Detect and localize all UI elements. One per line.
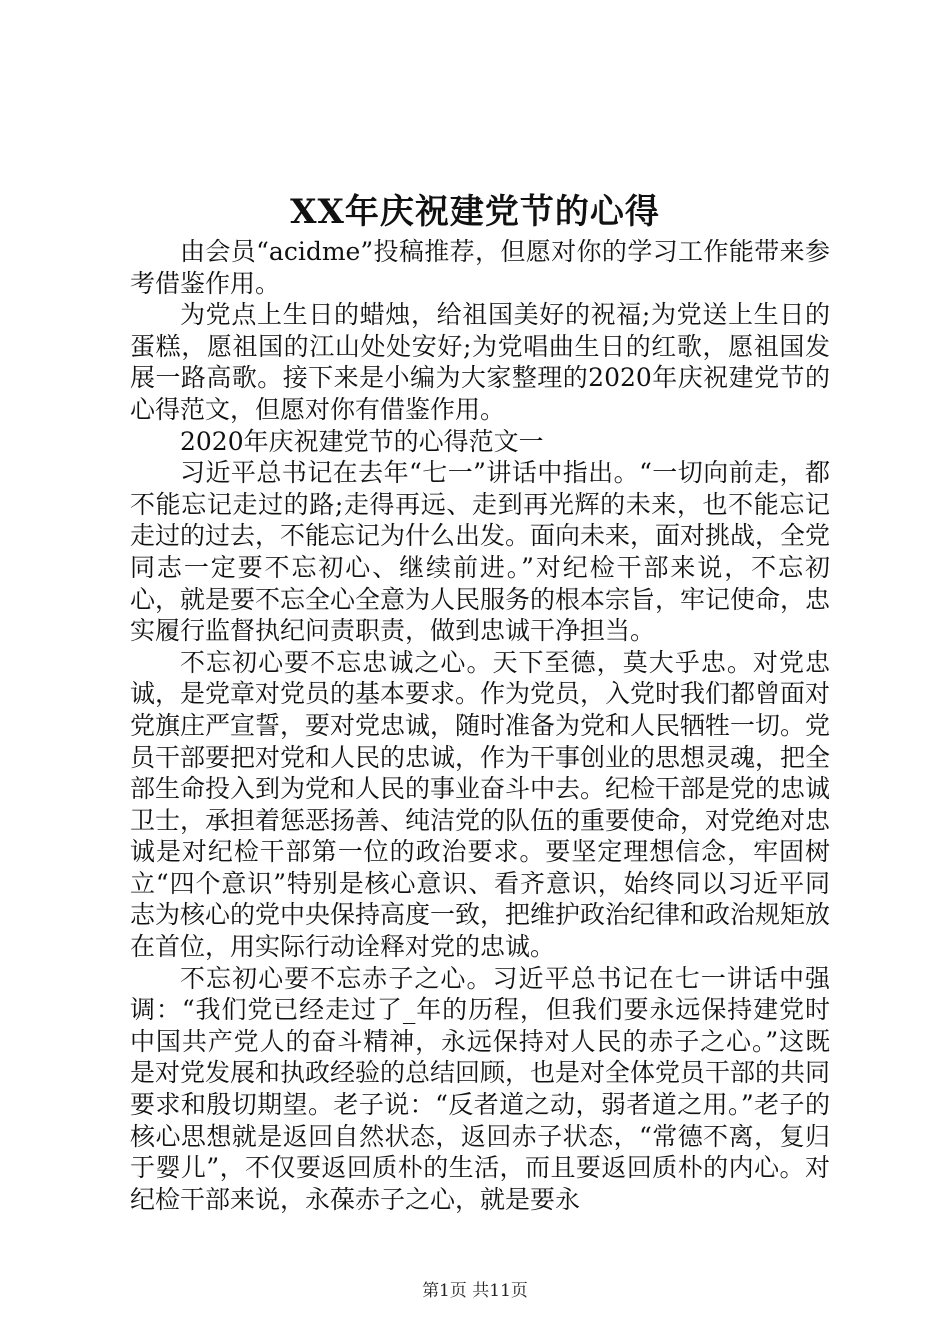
section-heading: 2020年庆祝建党节的心得范文一 <box>180 426 544 456</box>
document-title: XX年庆祝建党节的心得 <box>290 192 660 232</box>
paragraph-body-1: 习近平总书记在去年“七一”讲话中指出。“一切向前走，都不能忘记走过的路;走得再远、走到再光辉的未来，也不能忘记走过的过去，不能忘记为什么出发。面向未来，面对挑战，全党同志一定要不忘初心、继续前进。”对纪检干部来说，不忘初心，就是要不忘全心全意为人民服务的根本宗旨，牢记使命，忠实履行监督执纪问责职责，做到忠诚干净担当。 <box>130 458 831 646</box>
page-number-footer: 第1页 共11页 <box>422 1281 528 1301</box>
document-body <box>130 236 830 1215</box>
paragraph-body-2: 不忘初心要不忘忠诚之心。天下至德，莫大乎忠。对党忠诚，是党章对党员的基本要求。作为党员，入党时我们都曾面对党旗庄严宣誓，要对党忠诚，随时准备为党和人民牺牲一切。党员干部要把对党和人民的忠诚，作为干事创业的思想灵魂，把全部生命投入到为党和人民的事业奋斗中去。纪检干部是党的忠诚卫士，承担着惩恶扬善、纯洁党的队伍的重要使命，对党绝对忠诚是对纪检干部第一位的政治要求。要坚定理想信念，牢固树立“四个意识”特别是核心意识、看齐意识，始终同以习近平同志为核心的党中央保持高度一致，把维护政治纪律和政治规矩放在首位，用实际行动诠释对党的忠诚。 <box>130 647 831 962</box>
paragraph-intro: 由会员“acidme”投稿推荐，但愿对你的学习工作能带来参考借鉴作用。 <box>130 237 830 298</box>
paragraph-body-3: 不忘初心要不忘赤子之心。习近平总书记在七一讲话中强调：“我们党已经走过了_年的历程，但我们要永远保持建党时中国共产党人的奋斗精神，永远保持对人民的赤子之心。”这既是对党发展和执政经验的总结回顾，也是对全体党员干部的共同要求和殷切期望。老子说：“反者道之动，弱者道之用。”老子的核心思想就是返回自然状态，返回赤子状态，“常德不离，复归于婴儿”，不仅要返回质朴的生活，而且要返回质朴的内心。对纪检干部来说，永葆赤子之心，就是要永 <box>130 963 831 1214</box>
paragraph-preface: 为党点上生日的蜡烛，给祖国美好的祝福;为党送上生日的蛋糕，愿祖国的江山处处安好;为党唱曲生日的红歌，愿祖国发展一路高歌。接下来是小编为大家整理的2020年庆祝建党节的心得范文，但愿对你有借鉴作用。 <box>130 300 830 424</box>
